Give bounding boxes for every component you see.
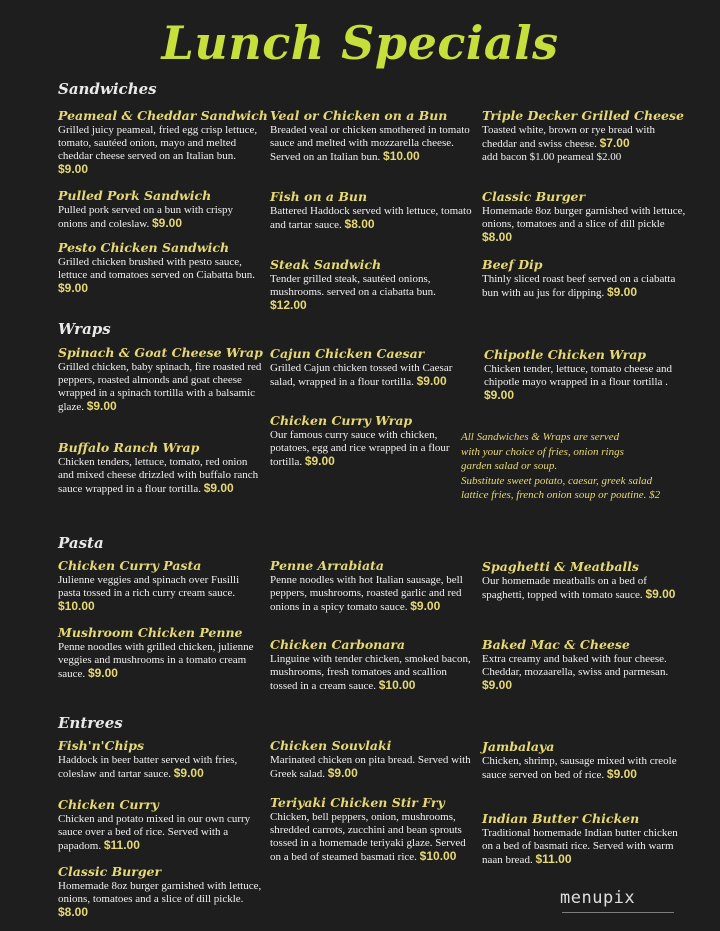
- item-name: Jambalaya: [482, 739, 555, 754]
- item-desc: Chicken tenders, lettuce, tomato, red onion and mixed cheese drizzled with buffalo ranch sauce wrapped in a flour tortilla. $9.00: [58, 456, 259, 495]
- item-price: $7.00: [599, 136, 630, 150]
- item-desc: Haddock in beer batter served with fries, coleslaw and tartar sauce. $9.00: [58, 754, 238, 780]
- item-desc: Grilled chicken brushed with pesto sauce, lettuce and tomatoes served on Ciabatta bun. $9.00: [58, 256, 256, 295]
- menu-item-peameal: [58, 108, 268, 177]
- item-name: Fish on a Bun: [270, 189, 368, 204]
- item-price: $11.00: [535, 852, 572, 866]
- item-desc: Extra creamy and baked with four cheese. Cheddar, mozaarella, swiss and parmesan. $9.00: [482, 653, 669, 692]
- item-price: $10.00: [58, 599, 95, 613]
- menu-item-beef-dip: [482, 257, 687, 300]
- menu-item-fish-chips: [58, 738, 263, 781]
- item-desc: Grilled juicy peameal, fried egg crisp lettuce, tomato, sautéed onion, mayo and melted cheddar cheese served on an Italian bun. $9.00: [58, 124, 258, 176]
- item-price: $9.00: [327, 766, 358, 780]
- item-name: Chicken Carbonara: [270, 637, 406, 652]
- menu-item-cajun-caesar: [270, 346, 475, 389]
- menu-item-teriyaki: [270, 795, 475, 864]
- item-price: $9.00: [416, 374, 447, 388]
- menu-item-mushroom-penne: [58, 625, 263, 681]
- item-name: Baked Mac & Cheese: [482, 637, 630, 652]
- item-desc: Thinly sliced roast beef served on a ciabatta bun with au jus for dipping. $9.00: [482, 273, 676, 299]
- item-price: $8.00: [58, 905, 89, 919]
- section-sandwiches: Sandwiches: [58, 80, 157, 98]
- item-name: Chicken Curry Wrap: [270, 413, 413, 428]
- item-price: $9.00: [410, 599, 441, 613]
- item-desc: Chicken and potato mixed in our own curry sauce over a bed of rice. Served with a papadom. $11.00: [58, 813, 251, 852]
- item-name: Penne Arrabiata: [270, 558, 384, 573]
- item-price: $9.00: [58, 162, 89, 176]
- menu-item-classic-burger-entree: [58, 864, 263, 920]
- menu-item-jambalaya: [482, 739, 687, 782]
- item-desc: Pulled pork served on a bun with crispy onions and coleslaw. $9.00: [58, 204, 234, 230]
- logo-underline: [562, 912, 674, 913]
- item-price: $9.00: [484, 388, 515, 402]
- item-name: Classic Burger: [482, 189, 586, 204]
- sides-note: All Sandwiches & Wraps are served with your choice of fries, onion rings garden salad or soup. Substitute sweet potato, caesar, greek salad lattice fries, french onion soup or poutine. $2: [461, 431, 661, 501]
- item-name: Chicken Curry: [58, 797, 159, 812]
- menu-item-pesto-chicken: [58, 240, 263, 296]
- item-desc: Chicken, shrimp, sausage mixed with creole sauce served on bed of rice. $9.00: [482, 755, 677, 781]
- menupix-logo: menupix: [560, 888, 636, 908]
- menu-item-butter-chicken: [482, 811, 687, 867]
- menu-item-spaghetti: [482, 559, 687, 602]
- menu-item-curry-pasta: [58, 558, 263, 614]
- menu-item-chicken-curry: [58, 797, 263, 853]
- item-desc: Chicken, bell peppers, onion, mushrooms, shredded carrots, zucchini and bean sprouts tossed in a homemade teriyaki glaze. Served on a bed of steamed basmati rice. $10.00: [270, 811, 466, 863]
- item-name: Cajun Chicken Caesar: [270, 346, 425, 361]
- page-title: Lunch Specials: [161, 16, 559, 70]
- item-desc: Breaded veal or chicken smothered in tomato sauce and melted with mozzarella cheese. Served on an Italian bun. $10.00: [270, 124, 470, 163]
- item-price: $9.00: [606, 285, 637, 299]
- menu-item-triple-decker: [482, 108, 682, 164]
- item-price: $9.00: [304, 454, 335, 468]
- item-name: Pesto Chicken Sandwich: [58, 240, 230, 255]
- menu-item-steak-sandwich: [270, 257, 475, 313]
- item-desc: Toasted white, brown or rye bread with cheddar and swiss cheese. $7.00 add bacon $1.00 peameal $2.00: [482, 124, 656, 163]
- item-desc: Tender grilled steak, sautéed onions, mushrooms. served on a ciabatta bun. $12.00: [270, 273, 436, 312]
- item-extra: add bacon $1.00 peameal $2.00: [482, 151, 622, 163]
- item-desc: Julienne veggies and spinach over Fusilli pasta tossed in a rich curry cream sauce. $10.00: [58, 574, 240, 613]
- item-name: Beef Dip: [482, 257, 543, 272]
- item-price: $8.00: [482, 230, 513, 244]
- item-price: $9.00: [58, 281, 89, 295]
- item-desc: Penne noodles with grilled chicken, julienne veggies and mushrooms in a tomato cream sauce. $9.00: [58, 641, 254, 680]
- item-price: $11.00: [103, 838, 140, 852]
- item-desc: Marinated chicken on pita bread. Served with Greek salad. $9.00: [270, 754, 471, 780]
- section-entrees: Entrees: [58, 714, 123, 732]
- item-name: Chipotle Chicken Wrap: [484, 347, 647, 362]
- item-desc: Traditional homemade Indian butter chicken on a bed of basmati rice. Served with warm naan bread. $11.00: [482, 827, 678, 866]
- menu-item-veal-chicken-bun: [270, 108, 475, 164]
- menu-item-mac-cheese: [482, 637, 687, 693]
- item-desc: Grilled chicken, baby spinach, fire roasted red peppers, roasted almonds and goat cheese wrapped in a spinach tortilla with a balsamic glaze. $9.00: [58, 361, 262, 413]
- item-desc: Chicken tender, lettuce, tomato cheese and chipotle mayo wrapped in a flour tortilla . $9.00: [484, 363, 673, 402]
- menu-item-pulled-pork: [58, 188, 263, 231]
- menu-item-penne-arrabiata: [270, 558, 475, 614]
- item-desc: Our famous curry sauce with chicken, potatoes, egg and rice wrapped in a flour tortilla. $9.00: [270, 429, 450, 468]
- item-desc: Homemade 8oz burger garnished with lettuce, onions, tomatoes and a slice of dill pickle $8.00: [482, 205, 686, 244]
- menu-item-chipotle-wrap: [484, 347, 689, 403]
- item-name: Triple Decker Grilled Cheese: [482, 108, 684, 123]
- item-name: Chicken Souvlaki: [270, 738, 392, 753]
- item-name: Pulled Pork Sandwich: [58, 188, 212, 203]
- item-desc: Grilled Cajun chicken tossed with Caesar salad, wrapped in a flour tortilla. $9.00: [270, 362, 453, 388]
- item-desc: Penne noodles with hot Italian sausage, bell peppers, mushrooms, roasted garlic and red onions in a spicy tomato sauce. $9.00: [270, 574, 463, 613]
- menu-item-souvlaki: [270, 738, 475, 781]
- item-name: Spaghetti & Meatballs: [482, 559, 639, 574]
- item-price: $9.00: [152, 216, 183, 230]
- item-name: Classic Burger: [58, 864, 162, 879]
- item-price: $9.00: [482, 678, 513, 692]
- item-price: $10.00: [419, 849, 457, 863]
- item-desc: Battered Haddock served with lettuce, tomato and tartar sauce. $8.00: [270, 205, 472, 231]
- section-wraps: Wraps: [58, 320, 111, 338]
- item-name: Chicken Curry Pasta: [58, 558, 202, 573]
- item-price: $9.00: [173, 766, 204, 780]
- menu-item-spinach-goat-wrap: [58, 345, 263, 414]
- menu-item-curry-wrap: [270, 413, 475, 469]
- menu-item-classic-burger: [482, 189, 687, 245]
- item-price: $10.00: [378, 678, 416, 692]
- item-price: $10.00: [383, 149, 420, 163]
- item-price: $9.00: [87, 666, 118, 680]
- item-name: Peameal & Cheddar Sandwich: [58, 108, 268, 123]
- menu-item-carbonara: [270, 637, 475, 693]
- item-desc: Our homemade meatballs on a bed of spaghetti, topped with tomato sauce. $9.00: [482, 575, 676, 601]
- item-name: Indian Butter Chicken: [482, 811, 640, 826]
- item-name: Veal or Chicken on a Bun: [270, 108, 448, 123]
- item-price: $9.00: [86, 399, 117, 413]
- item-price: $9.00: [645, 587, 676, 601]
- item-price: $12.00: [270, 298, 307, 312]
- item-name: Teriyaki Chicken Stir Fry: [270, 795, 445, 810]
- item-name: Fish'n'Chips: [58, 738, 145, 753]
- item-price: $8.00: [344, 217, 375, 231]
- menu-item-buffalo-ranch-wrap: [58, 440, 263, 496]
- item-name: Buffalo Ranch Wrap: [58, 440, 200, 455]
- item-name: Steak Sandwich: [270, 257, 382, 272]
- item-price: $9.00: [203, 481, 234, 495]
- section-pasta: Pasta: [58, 534, 104, 552]
- item-price: $9.00: [606, 767, 637, 781]
- item-name: Spinach & Goat Cheese Wrap: [58, 345, 263, 360]
- item-desc: Linguine with tender chicken, smoked bacon, mushrooms, fresh tomatoes and scallion tossed in a cream sauce. $10.00: [270, 653, 471, 692]
- menu-item-fish-bun: [270, 189, 475, 232]
- item-name: Mushroom Chicken Penne: [58, 625, 243, 640]
- note-price: $2: [649, 489, 661, 501]
- item-desc: Homemade 8oz burger garnished with lettuce, onions, tomatoes and a slice of dill pickle. $8.00: [58, 880, 262, 919]
